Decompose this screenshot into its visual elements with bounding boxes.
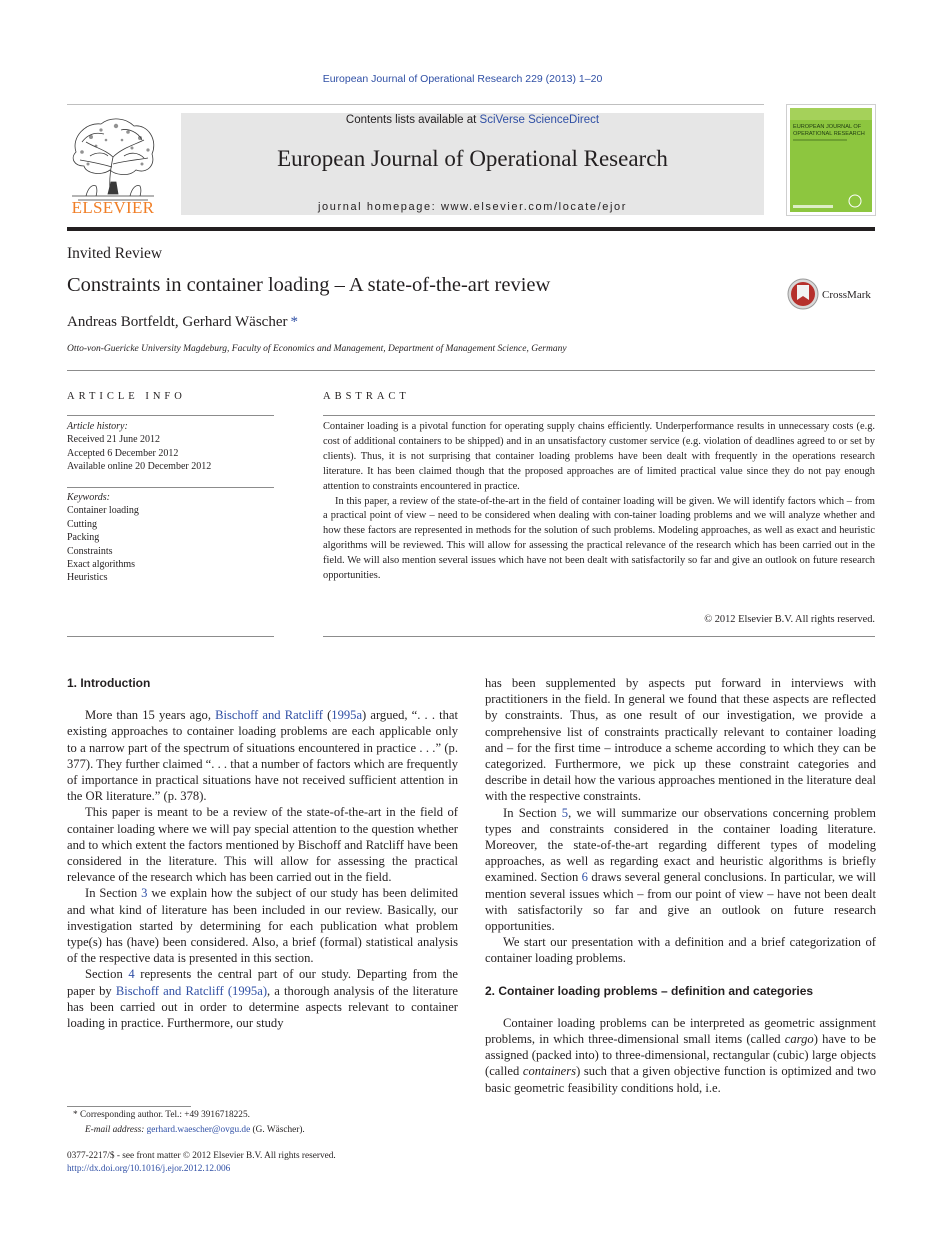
corresponding-author-mark[interactable]: * bbox=[290, 314, 298, 330]
crossmark-icon[interactable] bbox=[787, 278, 819, 310]
intro-paragraph-3: In Section 3 we explain how the subject of our study has been delimited and what kind of literature has been included in our review. Basically, our investigation started by determining for each publication what problem type(s) has (have) been considered. Also, a brief (formal) statistical analysis of the respective data is presented in this section. bbox=[67, 886, 458, 966]
footnote bbox=[67, 1108, 458, 1137]
abstract-body bbox=[323, 420, 875, 584]
keyword-item: Constraints bbox=[67, 545, 113, 557]
intro-paragraph-4: Section 4 represents the central part of our study. Departing from the paper by Bischoff and Ratcliff (1995a), a thorough analysis of the literature has been carried out in order to determine aspects relevant to container loading in practice. Furthermore, our study bbox=[67, 967, 458, 1031]
article-info-rule bbox=[67, 415, 274, 416]
keyword-item: Packing bbox=[67, 532, 100, 544]
elsevier-wordmark: ELSEVIER bbox=[71, 198, 155, 217]
author-list bbox=[67, 314, 298, 331]
abstract-paragraph-2: In this paper, a review of the state-of-the-art in the field of container loading will be given. We will identify factors which – from a practical point of view – need to be considered when dealing with con-tainer loading problems and we will analyze whether and how these factors are represented in methods for the solution of such problems. Modeling approaches, as well as exact and heuristic algorithms will be reviewed. This will allow for assessing the practical relevance of the research which has been carried out in the field. We will also mention several issues which have not been dealt with satisfactorily so far and give an outlook on future research opportunities. bbox=[323, 495, 876, 582]
cover-title-line-1: EUROPEAN JOURNAL OF bbox=[793, 124, 862, 130]
authors-text: Andreas Bortfeldt, Gerhard Wäscher bbox=[67, 314, 288, 330]
journal-reference-link[interactable]: European Journal of Operational Research 229 (2013) 1–20 bbox=[322, 73, 603, 85]
section-3-link[interactable]: 3 bbox=[141, 886, 148, 901]
keywords-label: Keywords: bbox=[67, 492, 110, 503]
author-affiliation: Otto-von-Guericke University Magdeburg, Faculty of Economics and Management, Department of Management Science, Germany bbox=[67, 344, 567, 354]
author-email-link[interactable]: gerhard.waescher@ovgu.de bbox=[146, 1124, 251, 1135]
journal-cover-thumbnail bbox=[786, 104, 876, 216]
footnote-corresponding: Corresponding author. Tel.: +49 3916718225. bbox=[79, 1110, 250, 1120]
cover-title-line-2: OPERATIONAL RESEARCH bbox=[793, 131, 865, 137]
footnote-email-label: E-mail address: bbox=[85, 1124, 147, 1135]
abstract-paragraph-1: Container loading is a pivotal function for operating supply chains efficiently. Underperformance results in unnecessary costs (e.g. cost of additional containers to be shipped) and in an unsatisfactory customer service (e.g. violation of deadlines agreed to or set by clients). Thus, it is not surprising that container loading problems have been dealt with frequently in the operations research literature. It has been claimed though that the proposed approaches are of limited practical value since they do not pay enough attention to constraints encountered in practice. bbox=[323, 421, 875, 492]
info-top-rule bbox=[67, 370, 875, 371]
sciencedirect-link[interactable]: SciVerse ScienceDirect bbox=[479, 114, 600, 126]
doi-link[interactable]: http://dx.doi.org/10.1016/j.ejor.2012.12.006 bbox=[67, 1164, 231, 1174]
footnote-rule bbox=[67, 1106, 191, 1107]
crossmark-label[interactable]: CrossMark bbox=[822, 289, 871, 301]
contents-available-line bbox=[181, 114, 764, 126]
journal-homepage[interactable]: journal homepage: www.elsevier.com/locate/ejor bbox=[318, 201, 627, 213]
citation-bischoff-ratcliff-1995a[interactable]: Bischoff and Ratcliff (1995a) bbox=[115, 983, 268, 998]
info-bottom-rule bbox=[67, 636, 274, 637]
citation-1995a[interactable]: 1995a bbox=[331, 708, 363, 723]
history-accepted: Accepted 6 December 2012 bbox=[67, 447, 179, 459]
footnote-email-suffix: (G. Wäscher). bbox=[250, 1124, 305, 1135]
section-6-link[interactable]: 6 bbox=[581, 870, 588, 885]
intro-paragraph-6: We start our presentation with a definition and a brief categorization of container loading problems. bbox=[485, 935, 876, 966]
header-top-rule bbox=[67, 104, 764, 105]
page-footer bbox=[67, 1150, 336, 1176]
intro-paragraph-2: This paper is meant to be a review of the state-of-the-art in the field of container loading where we will pay special attention to the question whether and to which extent the factors mentioned by Bischoff and Ratcliff have been considered in the literature. This will allow for assessing the practical relevance of the research which has been carried out in the field. bbox=[67, 805, 458, 885]
article-section-type: Invited Review bbox=[67, 245, 163, 262]
keywords-list bbox=[67, 491, 139, 585]
citation-bischoff-ratcliff[interactable]: Bischoff and Ratcliff bbox=[215, 708, 323, 723]
history-received: Received 21 June 2012 bbox=[67, 434, 161, 446]
journal-cover-image bbox=[787, 105, 875, 215]
abstract-copyright: © 2012 Elsevier B.V. All rights reserved. bbox=[704, 614, 875, 625]
intro-paragraph-4-cont: has been supplemented by aspects put forward in interviews with practitioners in the field. In general we found that these aspects are reflected by constraints. Thus, as one result of our investigation, we provide a comprehensive list of constraints practically relevant to container loading and – for the first time – introduce a scheme according to which they can be categorized. Furthermore, we pick up these constraint categories and describe in detail how the various approaches mentioned in the literature deal with the respective constraints. bbox=[485, 676, 876, 804]
keyword-item: Container loading bbox=[67, 505, 139, 517]
body-left-column bbox=[67, 675, 458, 1031]
history-online: Available online 20 December 2012 bbox=[67, 461, 212, 473]
history-label: Article history: bbox=[67, 421, 128, 432]
article-info-heading: ARTICLE INFO bbox=[67, 391, 186, 402]
keyword-item: Exact algorithms bbox=[67, 559, 136, 571]
issn-line: 0377-2217/$ - see front matter © 2012 Elsevier B.V. All rights reserved. bbox=[67, 1151, 336, 1161]
intro-paragraph-1: More than 15 years ago, Bischoff and Ratcliff (1995a) argued, “. . . that existing approaches to container loading problems are each applicable only to a narrow part of the spectrum of situations encountered in practice . . .” (p. 377). They further claimed “. . . that a number of factors which are frequently of importance in practical situations have not received sufficient attention in the OR literature.” (p. 378). bbox=[67, 708, 458, 804]
abstract-heading: ABSTRACT bbox=[323, 391, 410, 402]
keyword-item: Cutting bbox=[67, 518, 98, 530]
section-4-link[interactable]: 4 bbox=[128, 967, 135, 982]
section-5-link[interactable]: 5 bbox=[561, 805, 569, 820]
article-history bbox=[67, 420, 211, 474]
section-1-heading: 1. Introduction bbox=[67, 676, 151, 690]
header-bottom-rule bbox=[67, 227, 875, 231]
abstract-bottom-rule bbox=[323, 636, 875, 637]
keywords-rule bbox=[67, 487, 274, 488]
section-2-paragraph-1: Container loading problems can be interpreted as geometric assignment problems, in which three-dimensional small items (called cargo) have to be assigned (packed into) to three-dimensional, rectangular (cubic) large objects (called containers) such that a given objective function is optimized and two basic geometric feasibility conditions hold, i.e. bbox=[485, 1015, 876, 1095]
footnote-mark: * bbox=[73, 1110, 78, 1120]
intro-paragraph-5: In Section 5, we will summarize our observations concerning problem types and constraints considered in the container loading literature. Moreover, the state-of-the-art regarding different types of modeling approaches, as well as regarding exact and heuristic algorithms is briefly examined. Section 6 draws several general conclusions. In particular, we will mention several issues which – from our point of view – have not been dealt with satisfactorily so far and give an outlook on future research opportunities. bbox=[485, 805, 876, 934]
body-right-column bbox=[485, 675, 876, 1096]
section-2-heading: 2. Container loading problems – definition and categories bbox=[485, 983, 814, 998]
keyword-item: Heuristics bbox=[67, 572, 108, 584]
abstract-rule bbox=[323, 415, 875, 416]
journal-title: European Journal of Operational Research bbox=[277, 146, 668, 171]
contents-prefix: Contents lists available at bbox=[345, 114, 480, 126]
article-title: Constraints in container loading – A state-of-the-art review bbox=[67, 274, 551, 296]
